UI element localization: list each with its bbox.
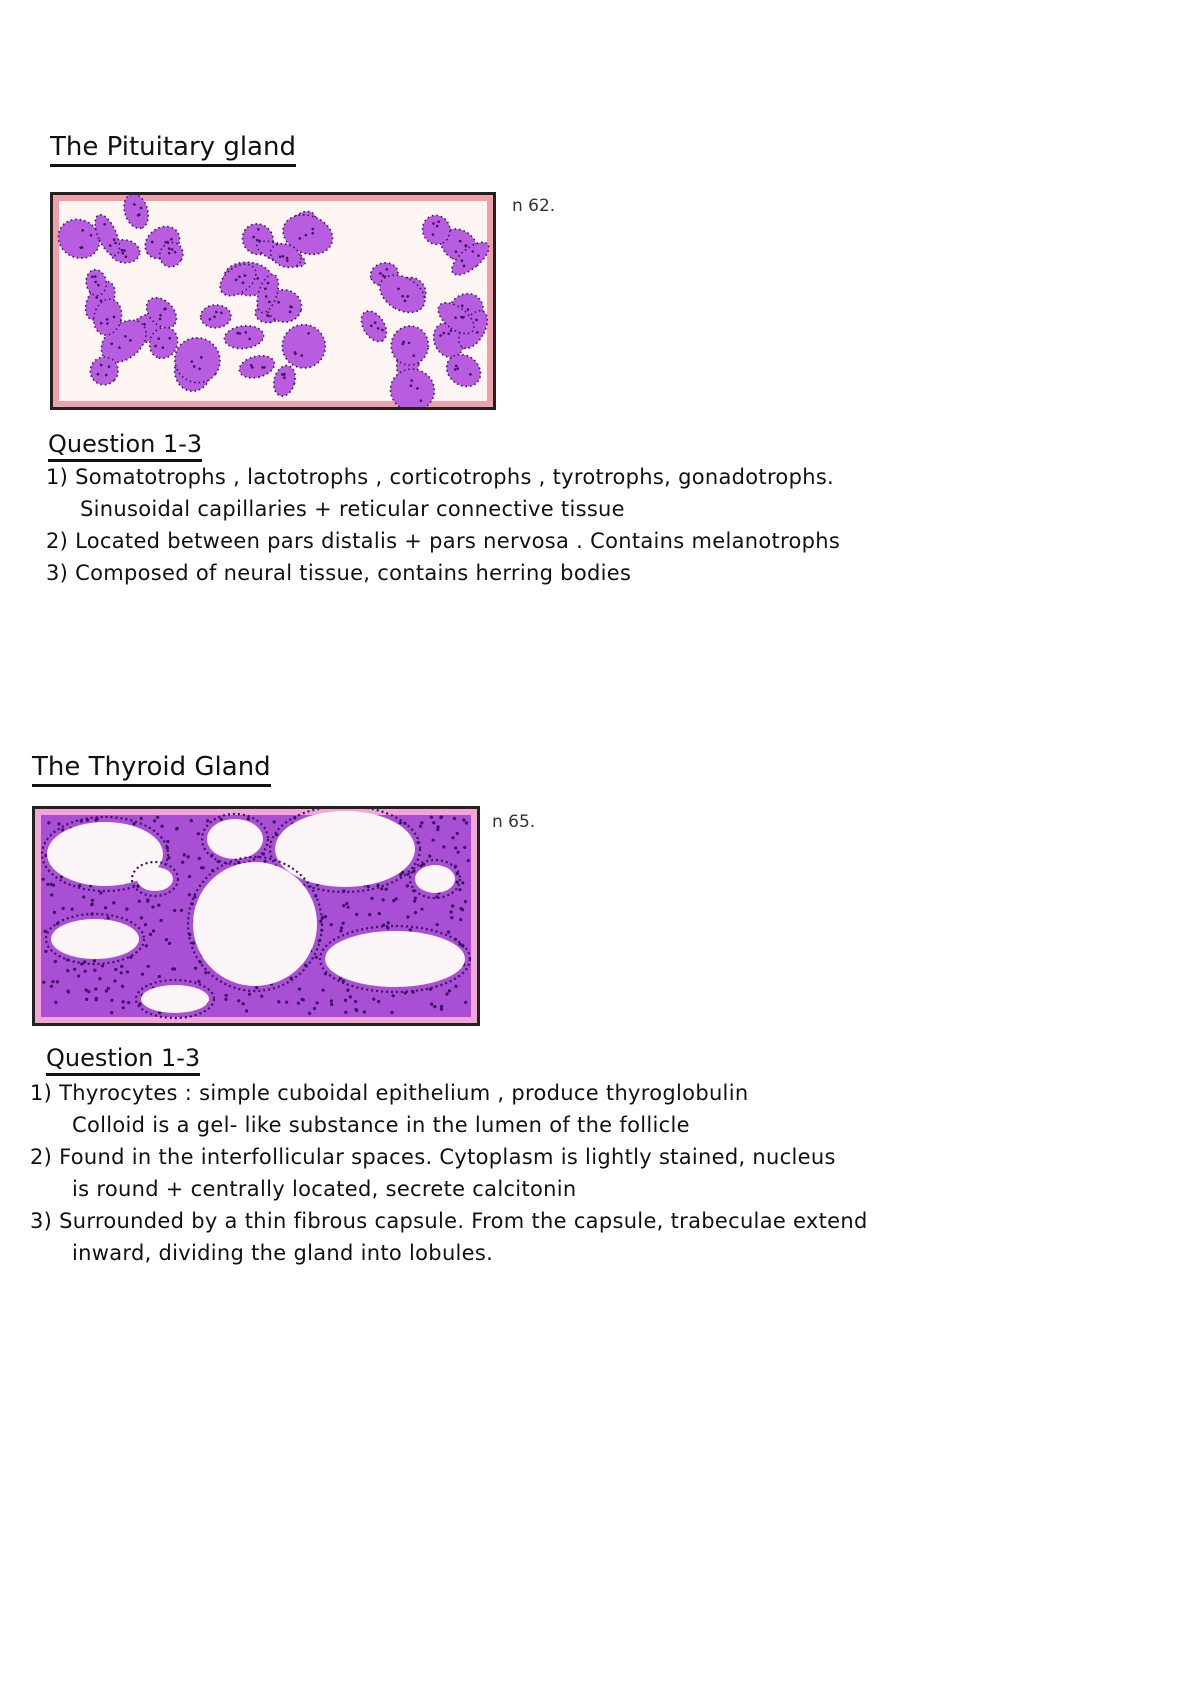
thyroid-title: The Thyroid Gland bbox=[32, 752, 271, 787]
thyroid-follicles-drawing bbox=[35, 809, 477, 1023]
thyroid-question-heading: Question 1-3 bbox=[46, 1044, 200, 1076]
thyroid-slide-ref: n 65. bbox=[492, 812, 536, 832]
pituitary-cells-drawing bbox=[53, 195, 493, 407]
thyroid-answer-1: 1) Thyrocytes : simple cuboidal epithelium , produce thyroglobulin bbox=[30, 1081, 749, 1105]
pituitary-title: The Pituitary gland bbox=[50, 132, 296, 167]
pituitary-slide-ref: n 62. bbox=[512, 196, 556, 216]
thyroid-answer-1-cont: Colloid is a gel- like substance in the lumen of the follicle bbox=[72, 1113, 690, 1137]
thyroid-answer-2-cont: is round + centrally located, secrete calcitonin bbox=[72, 1177, 577, 1201]
pituitary-answer-1: 1) Somatotrophs , lactotrophs , corticotrophs , tyrotrophs, gonadotrophs. bbox=[46, 465, 835, 489]
pituitary-answer-2: 2) Located between pars distalis + pars nervosa . Contains melanotrophs bbox=[46, 529, 841, 553]
thyroid-answer-2: 2) Found in the interfollicular spaces. Cytoplasm is lightly stained, nucleus bbox=[30, 1145, 836, 1169]
pituitary-slide-illustration bbox=[50, 192, 496, 410]
thyroid-answer-3: 3) Surrounded by a thin fibrous capsule. From the capsule, trabeculae extend bbox=[30, 1209, 868, 1233]
pituitary-question-heading: Question 1-3 bbox=[48, 430, 202, 462]
pituitary-answer-3: 3) Composed of neural tissue, contains herring bodies bbox=[46, 561, 632, 585]
pituitary-answer-1-cont: Sinusoidal capillaries + reticular connective tissue bbox=[80, 497, 625, 521]
thyroid-slide-illustration bbox=[32, 806, 480, 1026]
thyroid-answer-3-cont: inward, dividing the gland into lobules. bbox=[72, 1241, 494, 1265]
